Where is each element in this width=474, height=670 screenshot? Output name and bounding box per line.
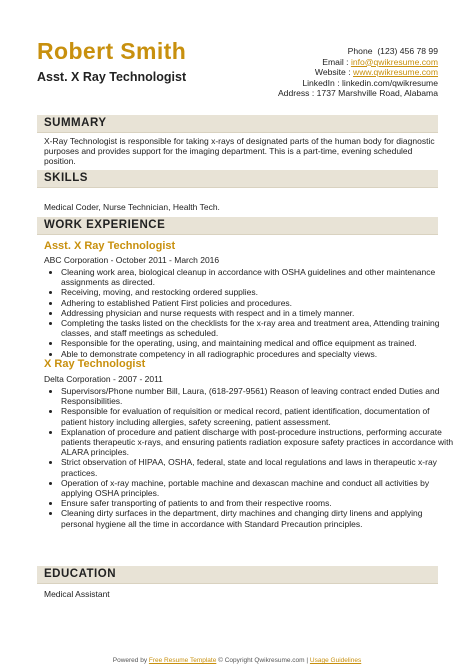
list-item: • Cleaning work area, biological cleanup in accordance with OSHA guidelines and other maintenance assignments as directed. xyxy=(61,267,455,287)
job-meta: Delta Corporation - 2007 - 2011 xyxy=(44,374,163,384)
summary-text: X-Ray Technologist is responsible for taking x-rays of designated parts of the human body for diagnostic purposes and provides support for the imaging department. This is a part-time, evening scheduled position. xyxy=(44,136,435,167)
footer-copyright: © Copyright xyxy=(218,657,253,664)
address-value: 1737 Marshville Road, Alabama xyxy=(316,88,438,99)
skills-heading: SKILLS xyxy=(44,172,88,184)
usage-guidelines-link[interactable]: Usage Guidelines xyxy=(309,657,362,664)
list-item: • Operation of x-ray machine, portable machine and dexascan machine and conduct all activities by applying OSHA principles. xyxy=(61,478,455,498)
job-bullets xyxy=(44,267,455,359)
education-section-header xyxy=(37,566,438,584)
website-label: Website : xyxy=(314,67,351,78)
footer-site: Qwikresume.com xyxy=(254,657,305,664)
contact-email xyxy=(188,57,438,68)
footer-prefix: Powered by xyxy=(112,657,148,664)
summary-heading: SUMMARY xyxy=(44,117,107,129)
experience-section-header xyxy=(37,217,438,235)
skills-text: Medical Coder, Nurse Technician, Health Tech. xyxy=(44,202,220,212)
list-item: • Ensure safer transporting of patients to and from their respective rooms. xyxy=(61,498,455,508)
list-item: • Completing the tasks listed on the checklists for the x-ray area and treatment area, Attending training classes, and staff meetings as scheduled. xyxy=(61,318,455,338)
education-heading: EDUCATION xyxy=(44,568,117,580)
linkedin-value: linkedin.com/qwikresume xyxy=(342,77,438,88)
candidate-name: Robert Smith xyxy=(37,38,187,64)
list-item: • Able to demonstrate competency in all radiographic procedures and specialty views. xyxy=(61,349,455,359)
email-link[interactable]: info@qwikresume.com xyxy=(350,56,438,67)
job-title: Asst. X Ray Technologist xyxy=(44,240,176,252)
education-text: Medical Assistant xyxy=(44,589,110,599)
list-item: • Supervisors/Phone number Bill, Laura, (618-297-9561) Reason of leaving contract ended Duties and Responsibilities. xyxy=(61,386,455,406)
footer-separator: | xyxy=(306,657,309,664)
phone-label: Phone xyxy=(347,46,373,56)
contact-address xyxy=(188,88,438,99)
list-item: • Responsible for the operating, using, and maintaining medical and office equipment as trained. xyxy=(61,338,455,348)
contact-website xyxy=(188,67,438,78)
job-title: X Ray Technologist xyxy=(44,358,146,370)
phone-value: (123) 456 78 99 xyxy=(377,46,438,56)
list-item: • Receiving, moving, and restocking ordered supplies. xyxy=(61,287,455,297)
job-bullets xyxy=(44,386,455,529)
list-item: • Adhering to established Patient First policies and procedures. xyxy=(61,298,455,308)
contact-linkedin xyxy=(188,78,438,89)
free-resume-template-link[interactable]: Free Resume Template xyxy=(148,657,217,664)
page-footer xyxy=(0,657,474,664)
email-label: Email : xyxy=(322,56,349,67)
list-item: • Addressing physician and nurse requests with respect and in a timely manner. xyxy=(61,308,455,318)
list-item: • Cleaning dirty surfaces in the department, dirty machines and changing dirty linens and applying personal hygiene all the time in accordance with Standard Precaution principles. xyxy=(61,508,455,528)
skills-section-header xyxy=(37,170,438,188)
candidate-role: Asst. X Ray Technologist xyxy=(37,70,187,84)
contact-phone xyxy=(188,46,438,57)
list-item: • Explanation of procedure and patient discharge with post-procedure instructions, performing accurate patients therapeutic x-rays, and ensuring patients radiation exposure safety practices in accordance with ALARA principles. xyxy=(61,427,455,458)
summary-section-header xyxy=(37,115,438,133)
experience-heading: WORK EXPERIENCE xyxy=(44,219,166,231)
list-item: • Responsible for evaluation of requisition or medical record, patient identification, documentation of patient history including allergies, safety screening, patient assessment. xyxy=(61,406,455,426)
linkedin-label: LinkedIn : xyxy=(302,77,340,88)
job-meta: ABC Corporation - October 2011 - March 2016 xyxy=(44,255,220,265)
website-link[interactable]: www.qwikresume.com xyxy=(352,67,438,78)
address-label: Address : xyxy=(277,88,315,99)
contact-block xyxy=(188,46,438,99)
list-item: • Strict observation of HIPAA, OSHA, federal, state and local regulations and laws in therapeutic x-ray practices. xyxy=(61,457,455,477)
